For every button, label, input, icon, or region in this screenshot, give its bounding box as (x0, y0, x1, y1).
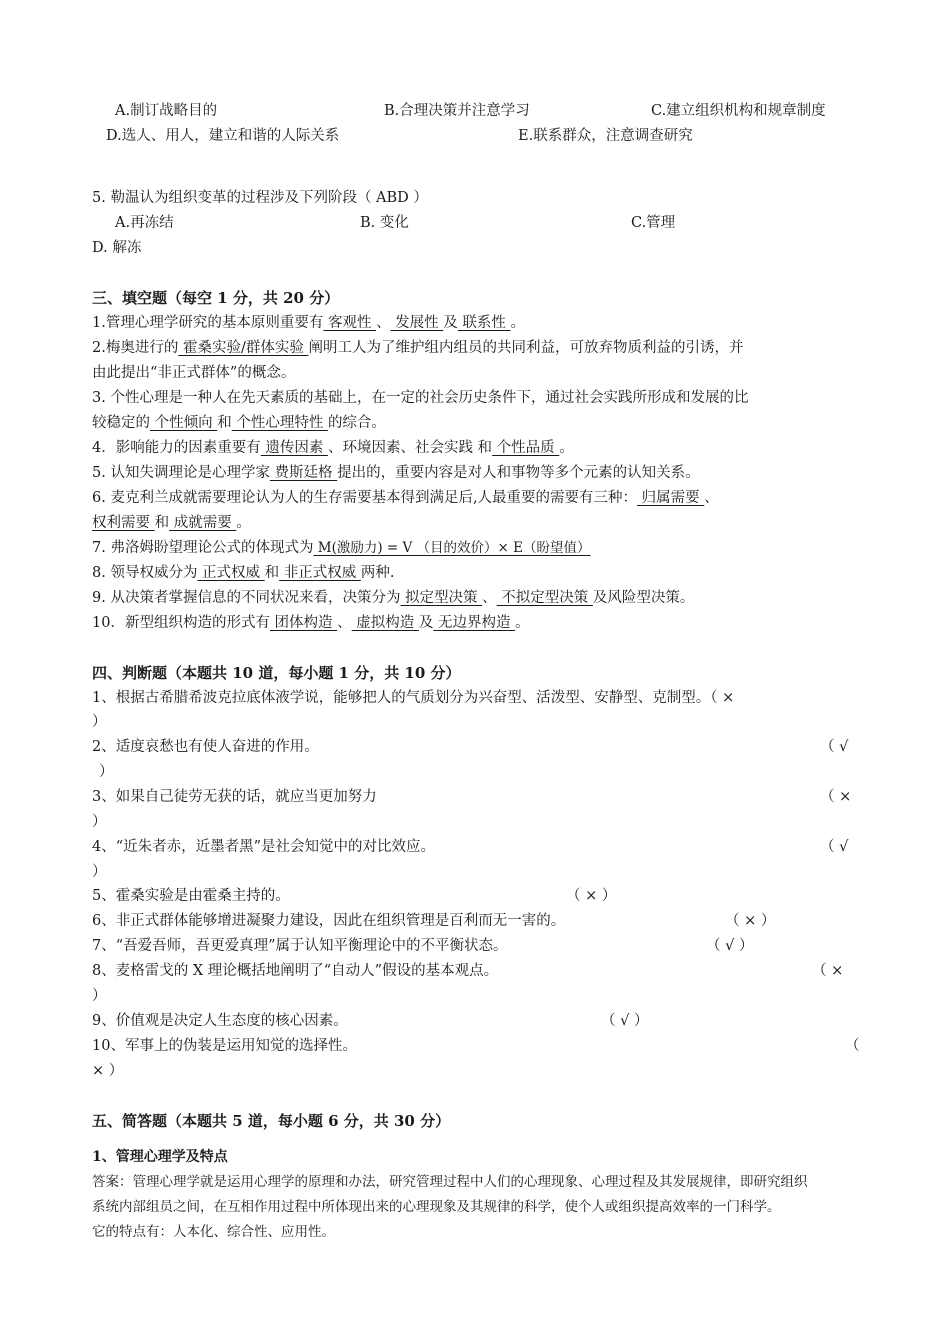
answer-blank: 权利需要 (92, 515, 155, 531)
answer-blank: 成就需要 (169, 515, 237, 531)
text: 的综合。 (327, 415, 386, 431)
short-heading: 五、简答题（本题共 5 道，每小题 6 分，共 30 分） (92, 1112, 451, 1130)
text: 。 (559, 440, 574, 456)
answer-blank: 费斯廷格 (269, 465, 338, 481)
text: 5. 认知失调理论是心理学家 (92, 465, 270, 481)
text: 2.梅奥进行的 (92, 340, 179, 356)
text: 、 (376, 315, 391, 331)
judge-item-5-answer: （ × ） (566, 888, 617, 904)
judge-item-8-close: ） (92, 988, 107, 1004)
answer-blank: 个性品质 (492, 440, 560, 456)
judge-item-4: 4、“近朱者赤，近墨者黑”是社会知觉中的对比效应。 (92, 839, 436, 855)
text: 阐明工人为了维护组内组员的共同利益，可放弃物质利益的引诱，并 (308, 340, 744, 356)
short-a1-line-3: 它的特点有：人本化、综合性、应用性。 (92, 1224, 335, 1240)
q5-option-a: A.再冻结 (115, 215, 174, 231)
answer-blank: 团体构造 (269, 615, 338, 631)
judge-heading: 四、判断题（本题共 10 道，每小题 1 分，共 10 分） (92, 664, 461, 682)
fill-line-8 (92, 563, 395, 583)
text: 、环境因素、社会实践 和 (327, 440, 493, 456)
judge-item-3-answer: （ × (820, 789, 852, 805)
fill-line-9 (92, 588, 694, 608)
text: 较稳定的 (92, 415, 150, 431)
fill-line-2b: 由此提出“非正式群体”的概念。 (92, 365, 296, 381)
judge-item-4-answer: （ √ (820, 839, 849, 855)
judge-item-6: 6、非正式群体能够增进凝聚力建设，因此在组织管理是百利而无一害的。 (92, 913, 566, 929)
judge-item-9-answer: （ √ ） (601, 1013, 649, 1029)
judge-item-2-close: ） (99, 764, 114, 780)
judge-item-5: 5、霍桑实验是由霍桑主持的。 (92, 888, 290, 904)
short-q1-title: 1、管理心理学及特点 (92, 1149, 228, 1165)
text: 。 (515, 615, 530, 631)
text: 。 (510, 315, 525, 331)
q5-question: 5. 勒温认为组织变革的过程涉及下列阶段（ ABD ） (92, 190, 428, 206)
answer-blank: 归属需要 (637, 490, 705, 506)
q4-option-a: A.制订战略目的 (115, 103, 218, 119)
judge-item-8: 8、麦格雷戈的 X 理论概括地阐明了“自动人”假设的基本观点。 (92, 963, 499, 979)
answer-blank: 个性倾向 (150, 415, 218, 431)
text: 1.管理心理学研究的基本原则重要有 (92, 315, 324, 331)
answer-blank: 不拟定型决策 (496, 590, 593, 606)
judge-item-1: 1、根据古希腊希波克拉底体液学说，能够把人的气质划分为兴奋型、活泼型、安静型、克制型。（ × (92, 690, 735, 706)
fill-line-3b (92, 413, 386, 433)
text: 及 (418, 615, 434, 631)
answer-blank: 正式权威 (197, 565, 265, 581)
text: 和 (154, 515, 170, 531)
judge-item-7: 7、“吾爱吾师，吾更爱真理”属于认知平衡理论中的不平衡状态。 (92, 938, 508, 954)
q5-option-d: D. 解冻 (92, 240, 142, 256)
judge-item-10-answer: × ） (92, 1063, 124, 1079)
text: 10．新型组织构造的形式有 (92, 615, 270, 631)
judge-item-4-close: ） (92, 864, 107, 880)
q4-option-b: B.合理决策并注意学习 (384, 103, 530, 119)
text: 和 (264, 565, 280, 581)
fill-heading: 三、填空题（每空 1 分，共 20 分） (92, 289, 340, 307)
answer-blank: 遗传因素 (260, 440, 328, 456)
judge-item-7-answer: （ √ ） (706, 938, 754, 954)
text: 提出的，重要内容是对人和事物等多个元素的认知关系。 (337, 465, 700, 481)
text: 8. 领导权威分为 (92, 565, 198, 581)
fill-line-10 (92, 613, 530, 633)
judge-item-8-answer: （ × (812, 963, 844, 979)
answer-blank: 无边界构造 (433, 615, 516, 631)
text: 、 (704, 490, 719, 506)
fill-line-1 (92, 313, 525, 333)
fill-line-5 (92, 463, 700, 483)
answer-blank: 拟定型决策 (400, 590, 483, 606)
text: 7. 弗洛姆盼望理论公式的体现式为 (92, 540, 314, 556)
q4-option-e: E.联系群众，注意调查研究 (518, 128, 693, 144)
judge-item-9: 9、价值观是决定人生态度的核心因素。 (92, 1013, 348, 1029)
answer-blank: 联系性 (457, 315, 511, 331)
answer-blank: 霍桑实验/群体实验 (178, 340, 309, 356)
text: 9. 从决策者掌握信息的不同状况来看，决策分为 (92, 590, 401, 606)
text: 和 (217, 415, 232, 431)
text: 。 (236, 515, 251, 531)
fill-line-3: 3. 个性心理是一种人在先天素质的基础上，在一定的社会历史条件下，通过社会实践所形成和发展的比 (92, 390, 749, 406)
short-a1-line-1: 答案：管理心理学就是运用心理学的原理和办法，研究管理过程中人们的心理现象、心理过程及其发展规律，即研究组织 (92, 1174, 808, 1190)
fill-line-6 (92, 488, 719, 508)
judge-item-3: 3、如果自己徒劳无获的话，就应当更加努力 (92, 789, 377, 805)
answer-blank: 发展性 (390, 315, 444, 331)
text: 两种. (360, 565, 395, 581)
judge-item-3-close: ） (92, 814, 107, 830)
q4-option-c: C.建立组织机构和规章制度 (651, 103, 826, 119)
answer-blank: 客观性 (323, 315, 377, 331)
judge-item-1-close: ） (92, 714, 107, 730)
text: 、 (337, 615, 352, 631)
text: 及风险型决策。 (592, 590, 695, 606)
judge-item-10-open: （ (845, 1038, 860, 1054)
text: 及 (443, 315, 458, 331)
q5-option-b: B. 变化 (360, 215, 409, 231)
short-a1-line-2: 系统内部组员之间，在互相作用过程中所体现出来的心理现象及其规律的科学，使个人或组织提高效率的一门科学。 (92, 1199, 781, 1215)
judge-item-6-answer: （ × ） (725, 913, 776, 929)
judge-item-10: 10、军事上的伪装是运用知觉的选择性。 (92, 1038, 357, 1054)
answer-blank: 个性心理特性 (231, 415, 328, 431)
q4-option-d: D.选人、用人，建立和谐的人际关系 (106, 128, 340, 144)
answer-blank: 非正式权威 (279, 565, 361, 581)
text: 6. 麦克利兰成就需要理论认为人的生存需要基本得到满足后,人最重要的需要有三种： (92, 490, 638, 506)
q5-option-c: C.管理 (631, 215, 676, 231)
fill-line-6b (92, 513, 251, 533)
text: 4．影响能力的因素重要有 (92, 440, 261, 456)
judge-item-2: 2、适度哀愁也有使人奋进的作用。 (92, 739, 319, 755)
answer-blank: 虚拟构造 (351, 615, 419, 631)
fill-line-4 (92, 438, 574, 458)
fill-line-2 (92, 338, 743, 358)
text: 、 (482, 590, 497, 606)
answer-blank: M(激励力) = V （目的效价）× E（盼望值） (313, 540, 591, 556)
judge-item-2-answer: （ √ (820, 739, 849, 755)
fill-line-7 (92, 538, 591, 558)
